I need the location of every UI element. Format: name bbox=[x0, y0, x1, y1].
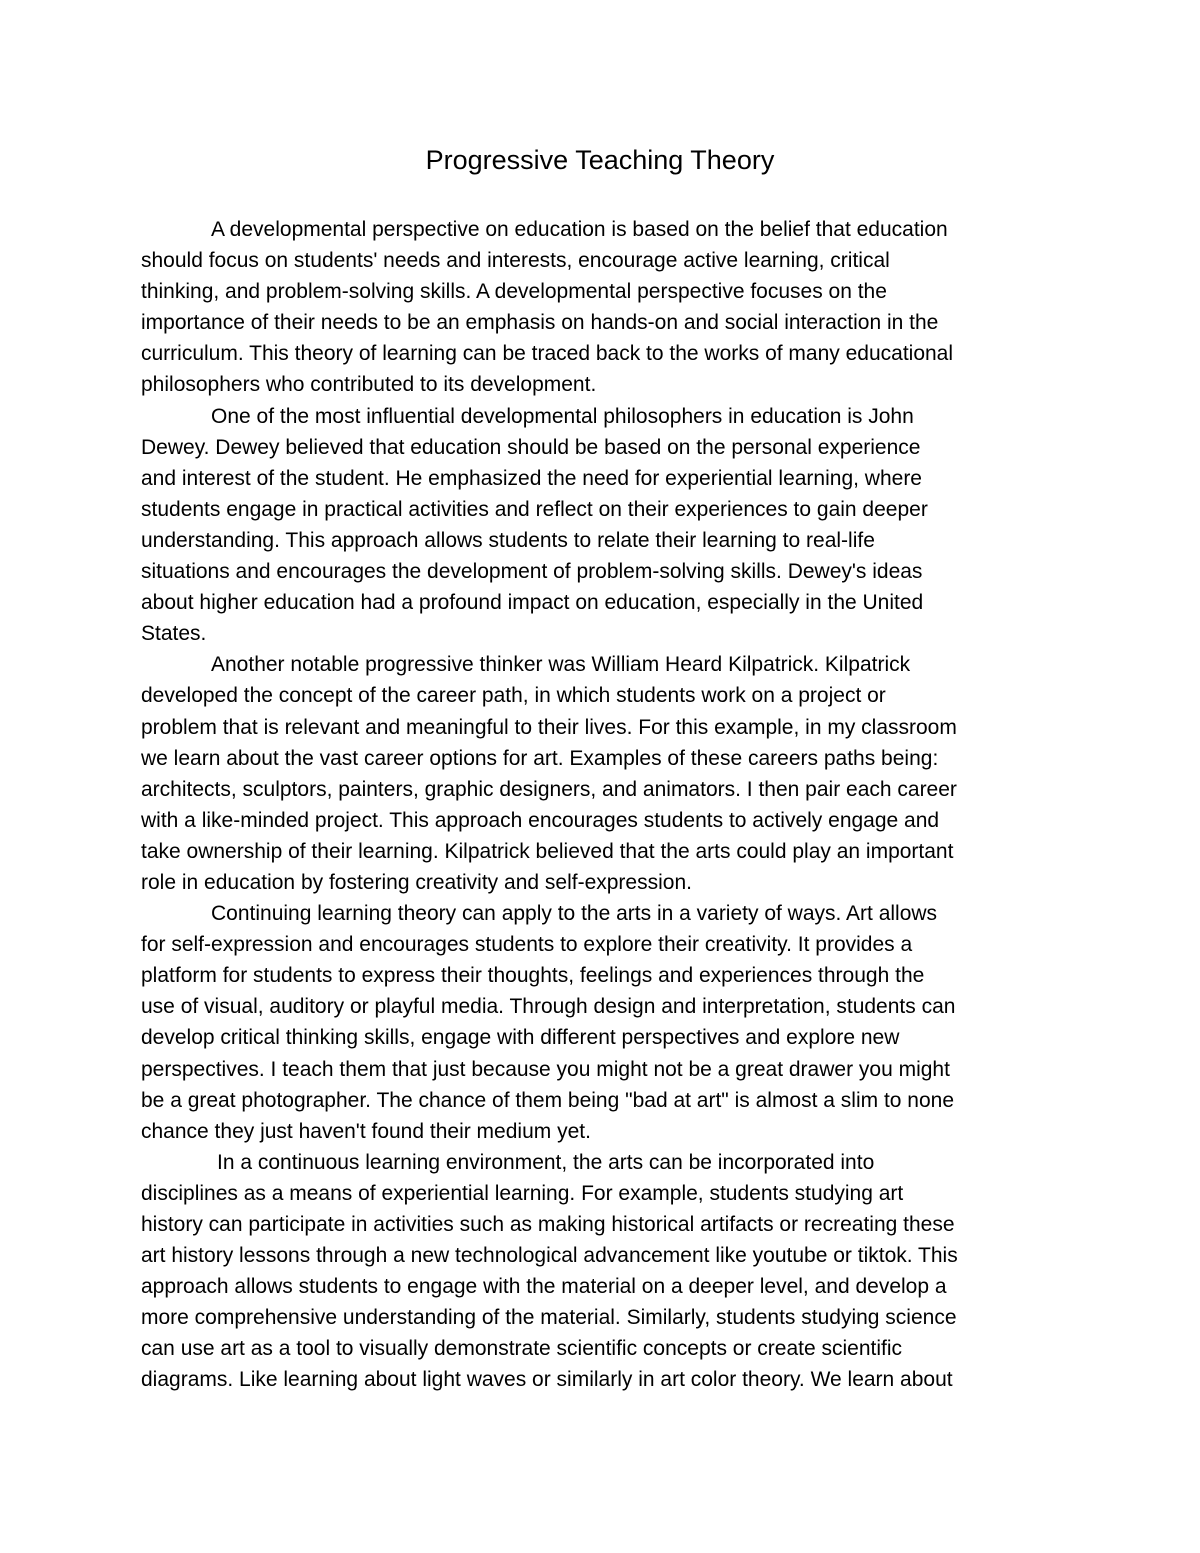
paragraph-3-line: role in education by fostering creativity and self-expression. bbox=[141, 870, 692, 894]
paragraph-5-line: art history lessons through a new technological advancement like youtube or tiktok. This bbox=[141, 1244, 958, 1268]
paragraph-3-line: with a like-minded project. This approach encourages students to actively engage and bbox=[141, 808, 940, 832]
paragraph-2-line: students engage in practical activities and reflect on their experiences to gain deeper bbox=[141, 497, 928, 521]
paragraph-1-line: importance of their needs to be an emphasis on hands-on and social interaction in the bbox=[141, 311, 939, 335]
paragraph-2-line: States. bbox=[141, 622, 207, 646]
paragraph-1-line: curriculum. This theory of learning can be traced back to the works of many educational bbox=[141, 342, 954, 366]
paragraph-5-line: can use art as a tool to visually demonstrate scientific concepts or create scientific bbox=[141, 1337, 903, 1361]
paragraph-1-line: thinking, and problem-solving skills. A developmental perspective focuses on the bbox=[141, 280, 887, 304]
paragraph-2-line: understanding. This approach allows students to relate their learning to real-life bbox=[141, 528, 875, 552]
paragraph-5-line: more comprehensive understanding of the material. Similarly, students studying science bbox=[141, 1306, 957, 1330]
paragraph-5-line: approach allows students to engage with the material on a deeper level, and develop a bbox=[141, 1275, 947, 1299]
document-title: Progressive Teaching Theory bbox=[425, 145, 775, 175]
paragraph-1-line: A developmental perspective on education is based on the belief that education bbox=[211, 218, 948, 241]
paragraph-4-line: use of visual, auditory or playful media. Through design and interpretation, students can bbox=[141, 995, 956, 1019]
paragraph-3-line: developed the concept of the career path, in which students work on a project or bbox=[141, 684, 886, 708]
paragraph-2-line: about higher education had a profound impact on education, especially in the United bbox=[141, 591, 924, 615]
paragraph-4-line: be a great photographer. The chance of them being "bad at art" is almost a slim to none bbox=[141, 1088, 955, 1112]
paragraph-3-line: architects, sculptors, painters, graphic designers, and animators. I then pair each career bbox=[141, 777, 957, 801]
paragraph-5-line: In a continuous learning environment, the arts can be incorporated into bbox=[217, 1150, 875, 1174]
paragraph-1-line: should focus on students' needs and interests, encourage active learning, critical bbox=[141, 249, 890, 273]
paragraph-3-line: problem that is relevant and meaningful to their lives. For this example, in my classroom bbox=[141, 715, 957, 739]
paragraph-3-line: we learn about the vast career options for art. Examples of these careers paths being: bbox=[141, 746, 939, 770]
paragraph-4-line: platform for students to express their thoughts, feelings and experiences through the bbox=[141, 964, 925, 988]
paragraph-3-line: Another notable progressive thinker was William Heard Kilpatrick. Kilpatrick bbox=[211, 653, 911, 677]
paragraph-2-line: One of the most influential developmental philosophers in education is John bbox=[211, 404, 914, 428]
document-body bbox=[141, 214, 1071, 1396]
paragraph-4-line: for self-expression and encourages students to explore their creativity. It provides a bbox=[141, 933, 913, 957]
paragraph-2-line: and interest of the student. He emphasized the need for experiential learning, where bbox=[141, 466, 922, 490]
paragraph-4-line: develop critical thinking skills, engage with different perspectives and explore new bbox=[141, 1026, 900, 1050]
paragraph-4-line: perspectives. I teach them that just because you might not be a great drawer you might bbox=[141, 1057, 950, 1081]
paragraph-2-line: Dewey. Dewey believed that education should be based on the personal experience bbox=[141, 435, 921, 459]
paragraph-5-line: history can participate in activities such as making historical artifacts or recreating these bbox=[141, 1213, 955, 1236]
paragraph-5-line: diagrams. Like learning about light waves or similarly in art color theory. We learn about bbox=[141, 1368, 953, 1392]
paragraph-5-line: disciplines as a means of experiential learning. For example, students studying art bbox=[141, 1181, 904, 1205]
paragraph-3-line: take ownership of their learning. Kilpatrick believed that the arts could play an important bbox=[141, 839, 954, 863]
paragraph-2-line: situations and encourages the development of problem-solving skills. Dewey's ideas bbox=[141, 560, 923, 584]
paragraph-4-line: Continuing learning theory can apply to the arts in a variety of ways. Art allows bbox=[211, 902, 938, 926]
paragraph-4-line: chance they just haven't found their medium yet. bbox=[141, 1119, 591, 1143]
paragraph-1-line: philosophers who contributed to its development. bbox=[141, 373, 597, 397]
